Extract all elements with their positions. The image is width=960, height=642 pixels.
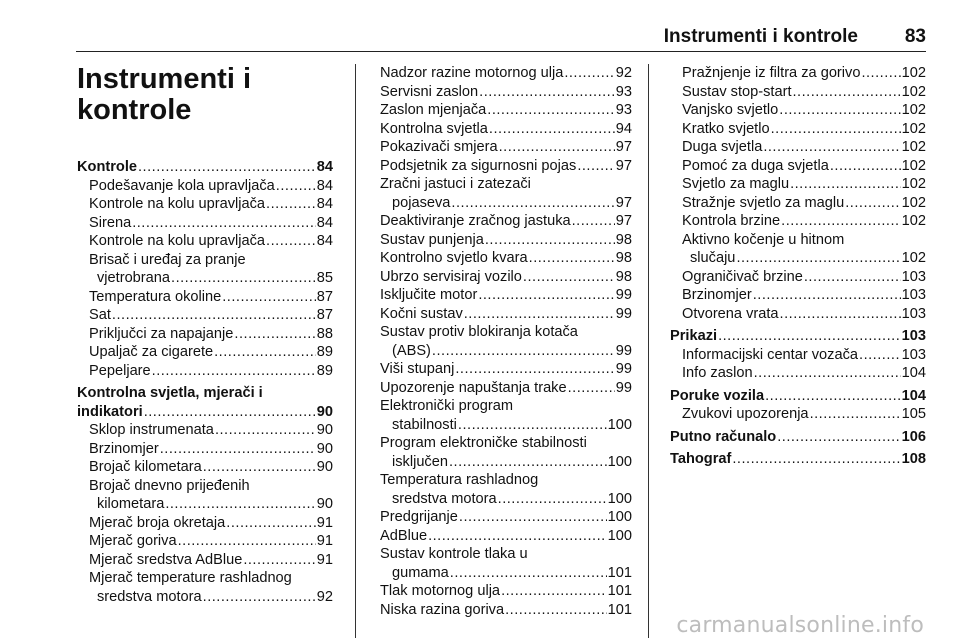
toc-entry-page: 84 — [316, 214, 333, 231]
dot-leader — [485, 231, 615, 250]
toc-entry-page: 103 — [901, 287, 926, 303]
toc-entry-page: 94 — [615, 120, 632, 137]
dot-leader — [523, 268, 615, 287]
toc-entry-title: Pražnjenje iz filtra za gorivo — [682, 65, 861, 81]
toc-list — [380, 64, 632, 619]
toc-section-entry[interactable] — [670, 387, 926, 406]
toc-entry-title: Kontrola brzine — [682, 213, 781, 229]
toc-entry-page: 90 — [316, 440, 333, 457]
dot-leader — [459, 508, 607, 527]
toc-entry-page: 97 — [615, 139, 632, 155]
toc-entry-title: Stražnje svjetlo za maglu — [682, 194, 845, 211]
toc-list — [77, 158, 333, 606]
toc-entry-title: Brzinomjer — [89, 440, 159, 457]
toc-entry[interactable] — [77, 269, 333, 288]
toc-entry[interactable]: Program elektroničke stabilnosti — [380, 435, 587, 451]
toc-entry[interactable] — [670, 64, 926, 83]
toc-entry[interactable] — [380, 564, 632, 583]
toc-entry[interactable] — [380, 379, 632, 398]
toc-entry-title: Otvorena vrata — [682, 305, 779, 322]
toc-entry-page: 90 — [316, 422, 333, 438]
toc-entry[interactable] — [670, 305, 926, 324]
toc-entry[interactable] — [77, 325, 333, 344]
toc-entry-title: Pomoć za duga svjetla — [682, 157, 829, 174]
toc-entry-page: 88 — [316, 325, 333, 342]
dot-leader — [203, 588, 316, 607]
dot-leader — [266, 195, 316, 214]
toc-entry-page: 92 — [316, 588, 333, 605]
toc-entry-title: Kontrole — [77, 159, 137, 175]
toc-entry[interactable]: Mjerač temperature rashladnog — [89, 570, 292, 586]
toc-entry-page: 91 — [316, 551, 333, 568]
dot-leader — [765, 387, 901, 406]
toc-entry-title: Mjerač sredstva AdBlue — [89, 551, 243, 568]
toc-entry-title: Sustav punjenja — [380, 231, 484, 248]
dot-leader — [793, 83, 901, 102]
toc-entry-title: Temperatura okoline — [89, 288, 222, 305]
dot-leader — [779, 101, 900, 120]
toc-entry[interactable] — [380, 249, 632, 268]
toc-entry-title: Viši stupanj — [380, 361, 455, 377]
toc-entry-page: 89 — [316, 362, 333, 379]
toc-column-2 — [380, 64, 632, 619]
toc-entry-title: indikatori — [77, 403, 143, 420]
toc-entry-page: 97 — [615, 194, 632, 211]
dot-leader — [572, 212, 615, 231]
toc-entry-title: sredstva motora — [392, 490, 497, 507]
toc-entry-page: 102 — [901, 194, 926, 211]
toc-entry-page: 90 — [316, 403, 333, 420]
toc-section-entry[interactable] — [77, 158, 333, 177]
toc-entry[interactable] — [77, 177, 333, 196]
toc-entry-page: 101 — [607, 564, 632, 581]
toc-entry[interactable] — [380, 157, 632, 176]
toc-entry-page: 100 — [607, 453, 632, 470]
dot-leader — [144, 403, 316, 422]
dot-leader — [428, 527, 607, 546]
toc-entry[interactable]: Aktivno kočenje u hitnom — [682, 231, 845, 248]
toc-entry-page: 84 — [316, 233, 333, 249]
dot-leader — [763, 138, 900, 157]
toc-entry-title: Duga svjetla — [682, 139, 763, 155]
dot-leader — [455, 360, 614, 379]
toc-entry-page: 91 — [316, 514, 333, 531]
dot-leader — [215, 421, 316, 440]
dot-leader — [859, 346, 901, 365]
toc-entry[interactable] — [77, 440, 333, 459]
toc-entry-page: 99 — [615, 342, 632, 359]
toc-entry-title: Predgrijanje — [380, 509, 458, 525]
dot-leader — [112, 306, 316, 325]
toc-entry-title: Upozorenje napuštanja trake — [380, 379, 567, 396]
toc-entry-title: Svjetlo za maglu — [682, 176, 790, 192]
toc-entry-title: Sustav stop-start — [682, 83, 792, 100]
toc-entry-title: Priključci za napajanje — [89, 325, 234, 342]
toc-entry-page: 90 — [316, 459, 333, 475]
column-divider — [355, 64, 356, 638]
toc-section-entry[interactable]: Kontrolna svjetla, mjerači i — [77, 385, 263, 401]
toc-entry-title: Servisni zaslon — [380, 83, 479, 100]
toc-entry[interactable]: Elektronički program — [380, 398, 514, 414]
dot-leader — [499, 138, 615, 157]
toc-section-entry[interactable] — [670, 327, 926, 346]
dot-leader — [276, 177, 316, 196]
chapter-title-line: kontrole — [77, 94, 192, 126]
toc-entry[interactable] — [380, 601, 632, 620]
dot-leader — [804, 268, 901, 287]
dot-leader — [178, 532, 316, 551]
toc-entry-title: Sirena — [89, 214, 132, 231]
toc-entry-title: Kočni sustav — [380, 305, 463, 322]
column-divider — [648, 64, 649, 638]
toc-entry[interactable] — [380, 360, 632, 379]
toc-entry[interactable] — [380, 138, 632, 157]
toc-section-entry[interactable] — [670, 450, 926, 469]
toc-entry-page: 100 — [607, 416, 632, 433]
toc-entry-title: Podsjetnik za sigurnosni pojas — [380, 157, 577, 174]
toc-entry-page: 102 — [901, 176, 926, 192]
dot-leader — [152, 362, 316, 381]
toc-entry[interactable] — [670, 83, 926, 102]
dot-leader — [449, 453, 607, 472]
chapter-title — [77, 64, 333, 126]
page-number: 83 — [904, 26, 926, 47]
toc-entry-title: Podešavanje kola upravljača — [89, 177, 275, 194]
dot-leader — [781, 212, 900, 231]
toc-entry-page: 97 — [615, 213, 632, 229]
dot-leader — [226, 514, 315, 533]
toc-entry-title: slučaju — [690, 250, 736, 266]
toc-entry[interactable] — [77, 214, 333, 233]
toc-entry-title: stabilnosti — [392, 416, 457, 433]
toc-entry-page: 100 — [607, 509, 632, 525]
toc-entry-page: 99 — [615, 379, 632, 396]
toc-entry-title: Mjerač goriva — [89, 533, 177, 549]
dot-leader — [451, 194, 614, 213]
toc-entry-page: 90 — [316, 496, 333, 512]
toc-entry-page: 102 — [901, 213, 926, 229]
dot-leader — [160, 440, 316, 459]
dot-leader — [222, 288, 316, 307]
toc-entry-page: 99 — [615, 361, 632, 377]
dot-leader — [568, 379, 615, 398]
toc-entry-title: Zvukovi upozorenja — [682, 406, 809, 422]
dot-leader — [171, 269, 316, 288]
toc-entry[interactable] — [380, 342, 632, 361]
toc-entry[interactable] — [77, 551, 333, 570]
dot-leader — [234, 325, 315, 344]
dot-leader — [810, 405, 901, 424]
toc-entry-page: 105 — [901, 406, 926, 422]
toc-entry[interactable] — [380, 120, 632, 139]
running-header-title: Instrumenti i kontrole — [663, 26, 858, 47]
toc-entry-page: 100 — [607, 527, 632, 544]
toc-entry[interactable] — [77, 288, 333, 307]
dot-leader — [432, 342, 615, 361]
toc-entry[interactable] — [380, 268, 632, 287]
toc-entry-title: Vanjsko svjetlo — [682, 102, 779, 118]
watermark: carmanualsonline.info — [676, 613, 924, 638]
dot-leader — [501, 582, 607, 601]
toc-entry-page: 93 — [615, 83, 632, 100]
toc-entry[interactable] — [670, 138, 926, 157]
toc-entry-title: Kontrolna svjetla — [380, 120, 488, 137]
toc-entry[interactable]: Sustav protiv blokiranja kotača — [380, 324, 578, 340]
toc-entry-page: 89 — [316, 344, 333, 360]
toc-entry-page: 104 — [901, 365, 926, 381]
toc-entry-page: 108 — [901, 451, 926, 467]
toc-entry[interactable]: Temperatura rashladnog — [380, 472, 539, 488]
toc-entry[interactable] — [380, 305, 632, 324]
toc-entry-page: 100 — [607, 490, 632, 507]
toc-entry[interactable] — [77, 195, 333, 214]
dot-leader — [138, 158, 316, 177]
toc-entry-page: 99 — [615, 287, 632, 303]
toc-entry-title: Kontrolno svjetlo kvara — [380, 250, 528, 266]
toc-entry[interactable] — [380, 101, 632, 120]
toc-entry-page: 102 — [901, 157, 926, 174]
dot-leader — [780, 305, 901, 324]
toc-entry-page: 98 — [615, 250, 632, 266]
toc-entry[interactable] — [77, 495, 333, 514]
toc-entry-title: Putno računalo — [670, 428, 777, 445]
toc-entry-title: Ubrzo servisiraj vozilo — [380, 268, 522, 285]
toc-entry-page: 98 — [615, 268, 632, 285]
toc-entry[interactable] — [380, 582, 632, 601]
toc-entry-page: 103 — [901, 328, 926, 344]
toc-section-entry[interactable] — [670, 428, 926, 447]
dot-leader — [564, 64, 614, 83]
toc-entry-title: gumama — [392, 564, 449, 581]
toc-entry-page: 102 — [901, 120, 926, 137]
chapter-title-line: Instrumenti i — [77, 63, 252, 95]
toc-entry[interactable] — [380, 416, 632, 435]
toc-entry[interactable] — [77, 306, 333, 325]
toc-entry[interactable] — [380, 83, 632, 102]
toc-entry[interactable] — [670, 212, 926, 231]
toc-entry-page: 106 — [901, 428, 926, 445]
dot-leader — [736, 249, 900, 268]
toc-entry-title: (ABS) — [392, 342, 431, 359]
toc-entry[interactable] — [380, 231, 632, 250]
dot-leader — [450, 564, 607, 583]
toc-entry-title: Nadzor razine motornog ulja — [380, 65, 564, 81]
toc-entry-title: vjetrobrana — [97, 270, 171, 286]
dot-leader — [464, 305, 615, 324]
dot-leader — [266, 232, 316, 251]
toc-entry[interactable] — [380, 527, 632, 546]
toc-entry-page: 85 — [316, 270, 333, 286]
toc-entry-title: Tlak motornog ulja — [380, 583, 501, 599]
dot-leader — [478, 286, 614, 305]
toc-entry[interactable] — [380, 490, 632, 509]
toc-entry[interactable] — [670, 157, 926, 176]
dot-leader — [165, 495, 315, 514]
toc-entry-title: Sklop instrumenata — [89, 422, 214, 438]
toc-entry[interactable]: Zračni jastuci i zatezači — [380, 176, 531, 192]
dot-leader — [505, 601, 607, 620]
dot-leader — [498, 490, 607, 509]
toc-entry[interactable] — [670, 120, 926, 139]
toc-entry[interactable] — [77, 343, 333, 362]
toc-entry-title: Pepeljare — [89, 362, 151, 379]
toc-entry-page: 103 — [901, 305, 926, 322]
toc-entry-title: Pokazivači smjera — [380, 139, 498, 155]
dot-leader — [529, 249, 615, 268]
toc-entry-title: Isključite motor — [380, 287, 478, 303]
toc-entry-title: Deaktiviranje zračnog jastuka — [380, 213, 571, 229]
toc-entry-page: 98 — [615, 231, 632, 248]
toc-entry[interactable] — [77, 362, 333, 381]
toc-entry[interactable] — [670, 194, 926, 213]
toc-entry[interactable] — [380, 212, 632, 231]
toc-entry-page: 99 — [615, 305, 632, 322]
toc-entry-title: Brzinomjer — [682, 287, 752, 303]
dot-leader — [732, 450, 900, 469]
toc-entry[interactable] — [77, 514, 333, 533]
toc-entry[interactable] — [670, 249, 926, 268]
toc-entry-title: Kontrole na kolu upravljača — [89, 233, 266, 249]
toc-entry-title: kilometara — [97, 496, 165, 512]
toc-entry-title: Zaslon mjenjača — [380, 102, 487, 118]
dot-leader — [214, 343, 316, 362]
dot-leader — [777, 428, 900, 447]
toc-entry-title: isključen — [392, 453, 448, 470]
toc-entry-page: 87 — [316, 288, 333, 305]
dot-leader — [203, 458, 316, 477]
toc-entry[interactable] — [77, 588, 333, 607]
toc-entry-title: Prikazi — [670, 328, 718, 344]
toc-entry-title: Sat — [89, 307, 111, 323]
toc-entry-title: Ograničivač brzine — [682, 268, 803, 285]
toc-entry-page: 102 — [901, 139, 926, 155]
toc-column-1 — [77, 64, 333, 606]
toc-entry[interactable] — [77, 458, 333, 477]
toc-entry[interactable]: Sustav kontrole tlaka u — [380, 546, 528, 562]
dot-leader — [458, 416, 607, 435]
dot-leader — [861, 64, 900, 83]
dot-leader — [243, 551, 315, 570]
toc-entry-title: AdBlue — [380, 527, 428, 544]
toc-entry-title: Kontrole na kolu upravljača — [89, 196, 266, 212]
toc-entry-page: 104 — [901, 387, 926, 404]
toc-entry-title: Informacijski centar vozača — [682, 346, 859, 363]
toc-entry[interactable] — [670, 286, 926, 305]
toc-entry-page: 103 — [901, 268, 926, 285]
dot-leader — [754, 364, 901, 383]
dot-leader — [771, 120, 901, 139]
header-rule — [76, 51, 926, 52]
toc-entry-page: 84 — [316, 177, 333, 194]
toc-entry-title: Info zaslon — [682, 365, 753, 381]
dot-leader — [479, 83, 615, 102]
toc-entry-title: Tahograf — [670, 451, 732, 467]
toc-entry-page: 101 — [607, 601, 632, 618]
toc-entry-title: Brojač kilometara — [89, 459, 202, 475]
toc-entry[interactable] — [380, 194, 632, 213]
toc-entry-title: Kratko svjetlo — [682, 120, 770, 137]
toc-entry-page: 103 — [901, 346, 926, 363]
toc-entry[interactable] — [670, 364, 926, 383]
toc-entry-page: 102 — [901, 250, 926, 266]
toc-entry[interactable] — [77, 232, 333, 251]
toc-entry-title: Mjerač broja okretaja — [89, 514, 226, 531]
toc-entry-page: 84 — [316, 159, 333, 175]
dot-leader — [845, 194, 900, 213]
toc-entry[interactable] — [670, 346, 926, 365]
dot-leader — [718, 327, 901, 346]
dot-leader — [830, 157, 901, 176]
dot-leader — [790, 175, 901, 194]
toc-entry[interactable] — [380, 64, 632, 83]
toc-entry-page: 93 — [615, 102, 632, 118]
toc-entry-page: 87 — [316, 307, 333, 323]
toc-entry-title: sredstva motora — [97, 588, 202, 605]
toc-entry[interactable]: Brisač i uređaj za pranje — [89, 251, 246, 268]
toc-entry-page: 91 — [316, 533, 333, 549]
toc-entry[interactable] — [670, 101, 926, 120]
toc-entry[interactable]: Brojač dnevno prijeđenih — [89, 477, 250, 494]
toc-entry[interactable] — [77, 532, 333, 551]
toc-entry[interactable] — [380, 453, 632, 472]
toc-entry-title: Niska razina goriva — [380, 601, 505, 618]
dot-leader — [489, 120, 615, 139]
toc-entry-page: 97 — [615, 157, 632, 174]
toc-entry-title: Upaljač za cigarete — [89, 344, 214, 360]
dot-leader — [487, 101, 615, 120]
toc-entry[interactable] — [77, 421, 333, 440]
dot-leader — [753, 286, 901, 305]
dot-leader — [577, 157, 614, 176]
toc-entry[interactable] — [670, 268, 926, 287]
toc-entry[interactable] — [380, 286, 632, 305]
toc-entry-page: 101 — [607, 583, 632, 599]
toc-entry-page: 102 — [901, 65, 926, 81]
toc-entry-title: pojaseva — [392, 194, 451, 211]
toc-entry[interactable] — [670, 175, 926, 194]
toc-entry-page: 84 — [316, 196, 333, 212]
toc-section-entry[interactable] — [77, 403, 333, 422]
toc-list — [670, 64, 926, 469]
toc-entry-title: Poruke vozila — [670, 387, 765, 404]
toc-entry-page: 92 — [615, 65, 632, 81]
page-header — [0, 0, 960, 50]
toc-entry[interactable] — [380, 508, 632, 527]
toc-entry-page: 102 — [901, 102, 926, 118]
dot-leader — [132, 214, 316, 233]
toc-entry-page: 102 — [901, 83, 926, 100]
toc-column-3 — [670, 64, 926, 469]
toc-entry[interactable] — [670, 405, 926, 424]
